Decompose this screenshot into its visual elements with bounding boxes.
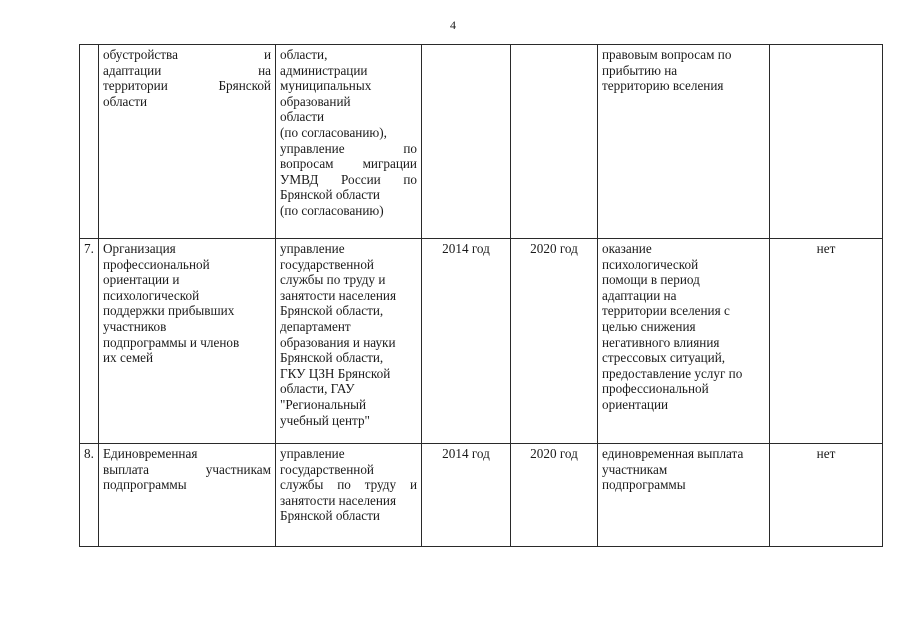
row-number-cell: 8. — [80, 444, 99, 547]
text-line: (по согласованию) — [280, 202, 384, 218]
text-line: "Региональный — [280, 396, 367, 412]
text-line: занятости населения — [280, 492, 397, 508]
text-line: территории вселения с — [602, 303, 730, 319]
text-line: Брянской области — [280, 508, 380, 524]
text-line: правовым вопросам по — [602, 47, 732, 62]
text-line: государственной — [280, 256, 374, 272]
text-line: подпрограммы — [602, 477, 686, 493]
text-line: профессиональной — [103, 256, 210, 272]
risk-cell: нет — [770, 239, 883, 444]
text-line: Брянской области, — [280, 350, 384, 366]
page-number: 4 — [450, 18, 456, 32]
text-line: Единовременная — [103, 446, 198, 461]
text-line: области — [280, 109, 325, 125]
text-line: муниципальных — [280, 78, 372, 94]
text-line: ориентации — [602, 396, 669, 412]
text-line: вопросам миграции — [280, 156, 417, 172]
result-cell — [598, 239, 770, 444]
text-line: психологической — [103, 287, 200, 303]
text-line: области — [103, 93, 148, 109]
text-line: области, ГАУ — [280, 381, 355, 397]
text-line: адаптации на — [103, 62, 271, 78]
text-line: поддержки прибывших — [103, 303, 235, 319]
text-line: негативного влияния — [602, 334, 720, 350]
text-line: помощи в период — [602, 272, 700, 288]
text-line: участников — [103, 318, 167, 334]
table-row — [80, 239, 883, 444]
text-line: территорию вселения — [602, 78, 724, 94]
executor-cell — [276, 45, 422, 239]
text-line: целью снижения — [602, 318, 696, 334]
text-line: предоставление услуг по — [602, 365, 743, 381]
result-cell — [598, 45, 770, 239]
text-line: стрессовых ситуаций, — [602, 350, 726, 366]
text-line: департамент — [280, 318, 351, 334]
text-line: ориентации и — [103, 272, 180, 288]
text-line: управление — [280, 241, 345, 256]
start-date-cell: 2014 год — [422, 239, 511, 444]
measure-name-cell — [99, 239, 276, 444]
text-line: учебный центр" — [280, 412, 370, 428]
text-line: территории Брянской — [103, 78, 271, 94]
row-number-cell — [80, 45, 99, 239]
text-line: подпрограммы и членов — [103, 334, 240, 350]
text-line: подпрограммы — [103, 477, 187, 493]
text-line: Брянской области — [280, 187, 380, 203]
text-line: участникам — [602, 461, 668, 477]
risk-cell — [770, 45, 883, 239]
executor-cell — [276, 444, 422, 547]
text-line: администрации — [280, 62, 368, 78]
text-line: выплата участникам — [103, 461, 271, 477]
measures-table — [79, 44, 883, 547]
text-line: психологической — [602, 256, 699, 272]
text-line: адаптации на — [602, 287, 677, 303]
text-line: области, — [280, 47, 328, 62]
end-date-cell: 2020 год — [511, 444, 598, 547]
text-line: оказание — [602, 241, 652, 256]
text-line: прибытию на — [602, 62, 678, 78]
text-line: управление по — [280, 140, 417, 156]
measure-name-cell — [99, 45, 276, 239]
text-line: занятости населения — [280, 287, 397, 303]
end-date-cell: 2020 год — [511, 239, 598, 444]
risk-cell: нет — [770, 444, 883, 547]
text-line: службы по труду и — [280, 477, 417, 493]
text-line: профессиональной — [602, 381, 709, 397]
text-line: единовременная выплата — [602, 446, 744, 461]
table-row — [80, 45, 883, 239]
text-line: ГКУ ЦЗН Брянской — [280, 365, 391, 381]
text-line: государственной — [280, 461, 374, 477]
text-line: Брянской области, — [280, 303, 384, 319]
table-row — [80, 444, 883, 547]
text-line: образования и науки — [280, 334, 396, 350]
measure-name-cell — [99, 444, 276, 547]
text-line: службы по труду и — [280, 272, 386, 288]
start-date-cell — [422, 45, 511, 239]
row-number-cell: 7. — [80, 239, 99, 444]
text-line: образований — [280, 93, 351, 109]
text-line: управление — [280, 446, 345, 461]
text-line: УМВД России по — [280, 171, 417, 187]
text-line: обустройства и — [103, 47, 271, 62]
text-line: Организация — [103, 241, 176, 256]
text-line: (по согласованию), — [280, 124, 387, 140]
result-cell — [598, 444, 770, 547]
start-date-cell: 2014 год — [422, 444, 511, 547]
end-date-cell — [511, 45, 598, 239]
text-line: их семей — [103, 350, 154, 366]
executor-cell — [276, 239, 422, 444]
